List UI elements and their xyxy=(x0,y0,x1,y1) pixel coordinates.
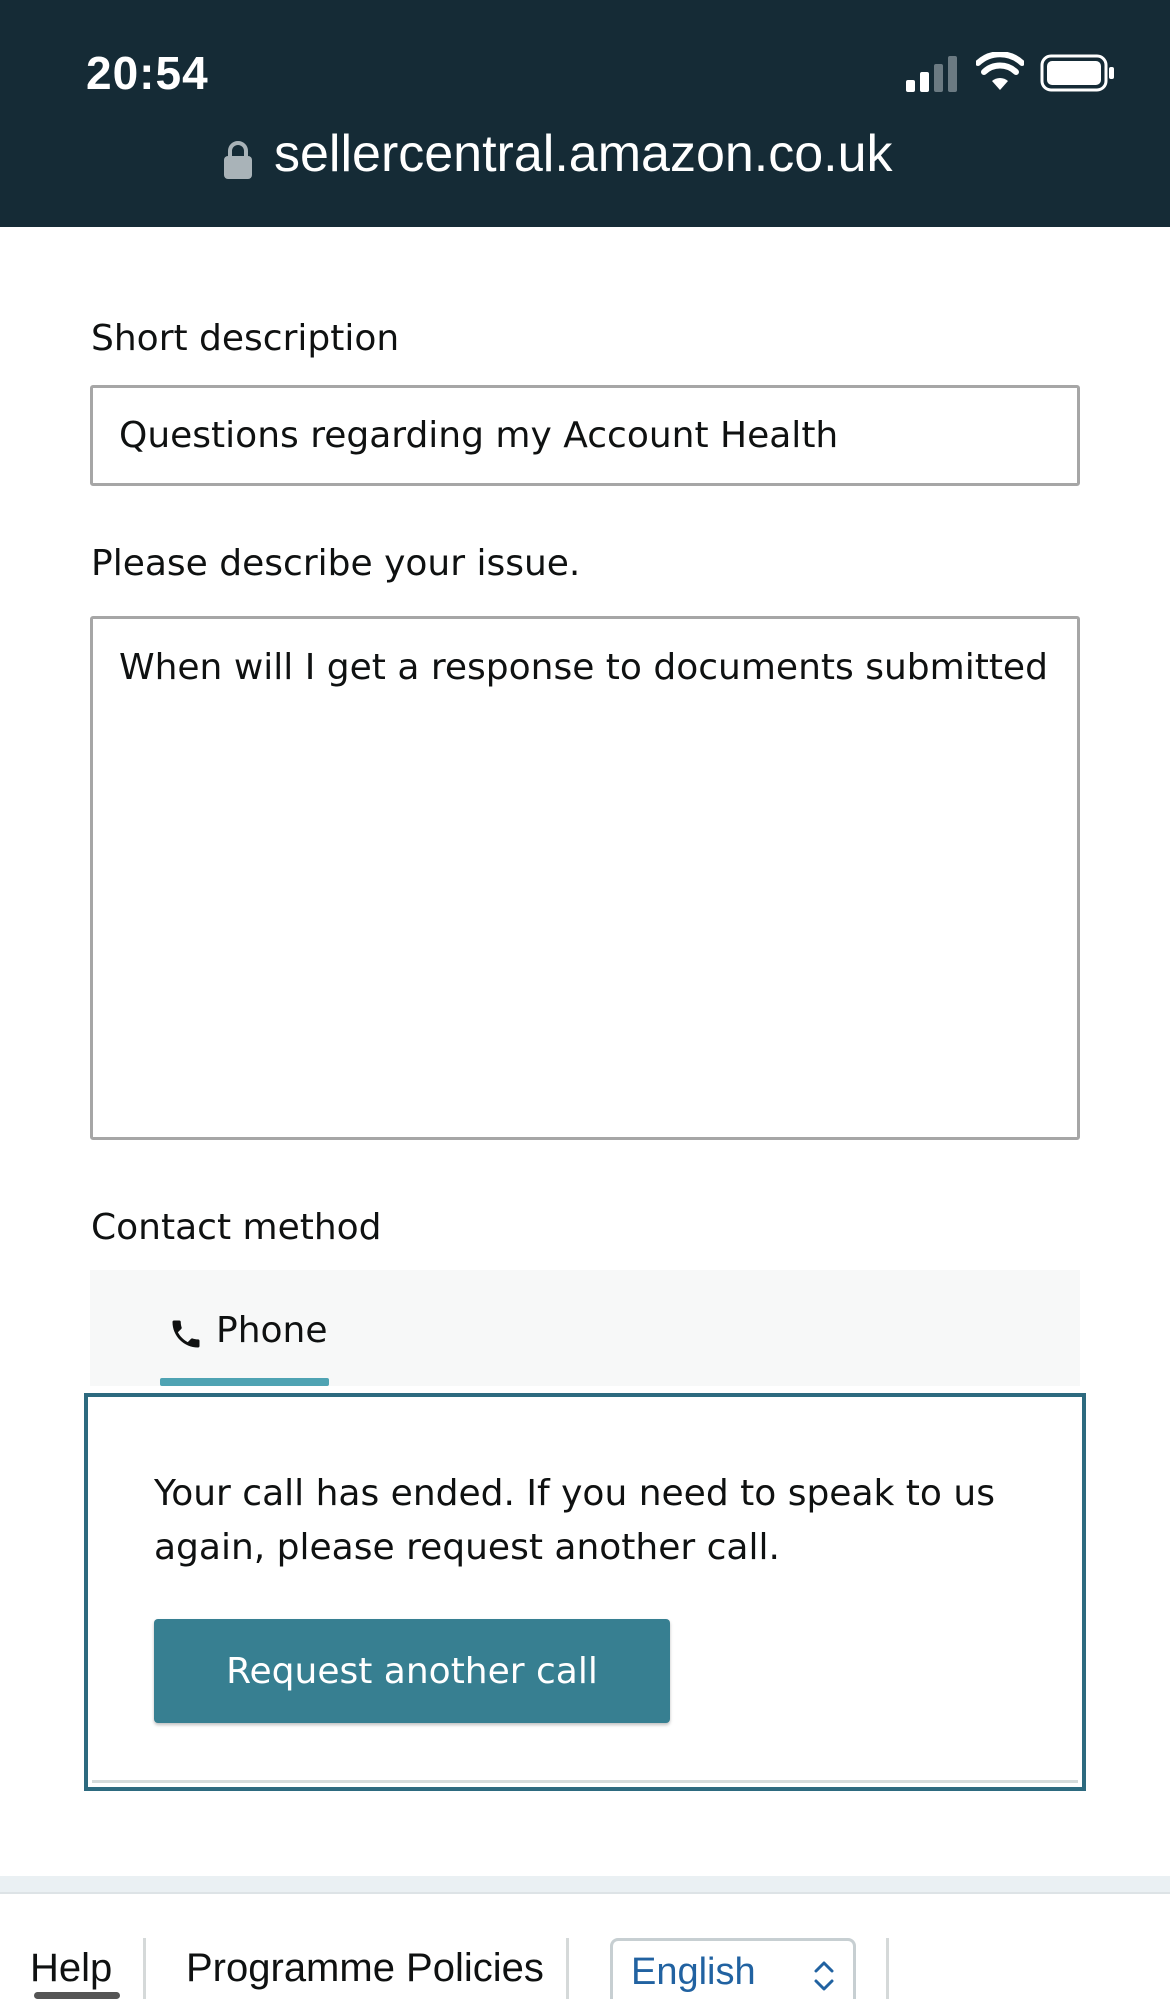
footer-link-help[interactable]: Help xyxy=(30,1946,113,1990)
issue-description-textarea[interactable]: When will I get a response to documents submitted xyxy=(90,616,1080,1140)
tab-selected-indicator xyxy=(160,1378,329,1386)
phone-icon xyxy=(168,1316,204,1352)
footer-divider xyxy=(0,1876,1170,1892)
language-select[interactable] xyxy=(610,1938,856,1999)
call-status-panel-body xyxy=(92,1401,1078,1783)
cellular-signal-icon xyxy=(906,56,958,92)
browser-header xyxy=(0,0,1170,227)
contact-method-tabs xyxy=(90,1270,1080,1386)
language-selected-value: English xyxy=(631,1951,756,1993)
url-text: sellercentral.amazon.co.uk xyxy=(274,125,893,183)
call-status-panel xyxy=(84,1393,1086,1791)
tab-phone-label: Phone xyxy=(216,1310,328,1351)
status-time: 20:54 xyxy=(86,47,209,99)
request-another-call-button[interactable]: Request another call xyxy=(154,1619,670,1723)
contact-method-label: Contact method xyxy=(91,1207,382,1248)
footer-border xyxy=(0,1892,1170,1894)
wifi-icon xyxy=(976,52,1024,92)
footer-link-programme-policies[interactable]: Programme Policies xyxy=(186,1946,544,1990)
chevron-updown-icon xyxy=(811,1959,837,1993)
scroll-indicator xyxy=(34,1992,120,1999)
lock-icon xyxy=(222,140,254,180)
footer-separator xyxy=(566,1938,569,1999)
short-description-label: Short description xyxy=(91,318,400,359)
footer-separator xyxy=(143,1938,146,1999)
short-description-input[interactable]: Questions regarding my Account Health xyxy=(90,385,1080,486)
tab-phone[interactable] xyxy=(160,1270,329,1386)
footer-separator xyxy=(886,1938,889,1999)
issue-description-label: Please describe your issue. xyxy=(91,543,581,584)
address-bar[interactable] xyxy=(0,124,1170,190)
battery-icon xyxy=(1040,54,1116,92)
call-ended-message: Your call has ended. If you need to speak to us again, please request another call. xyxy=(154,1473,995,1568)
